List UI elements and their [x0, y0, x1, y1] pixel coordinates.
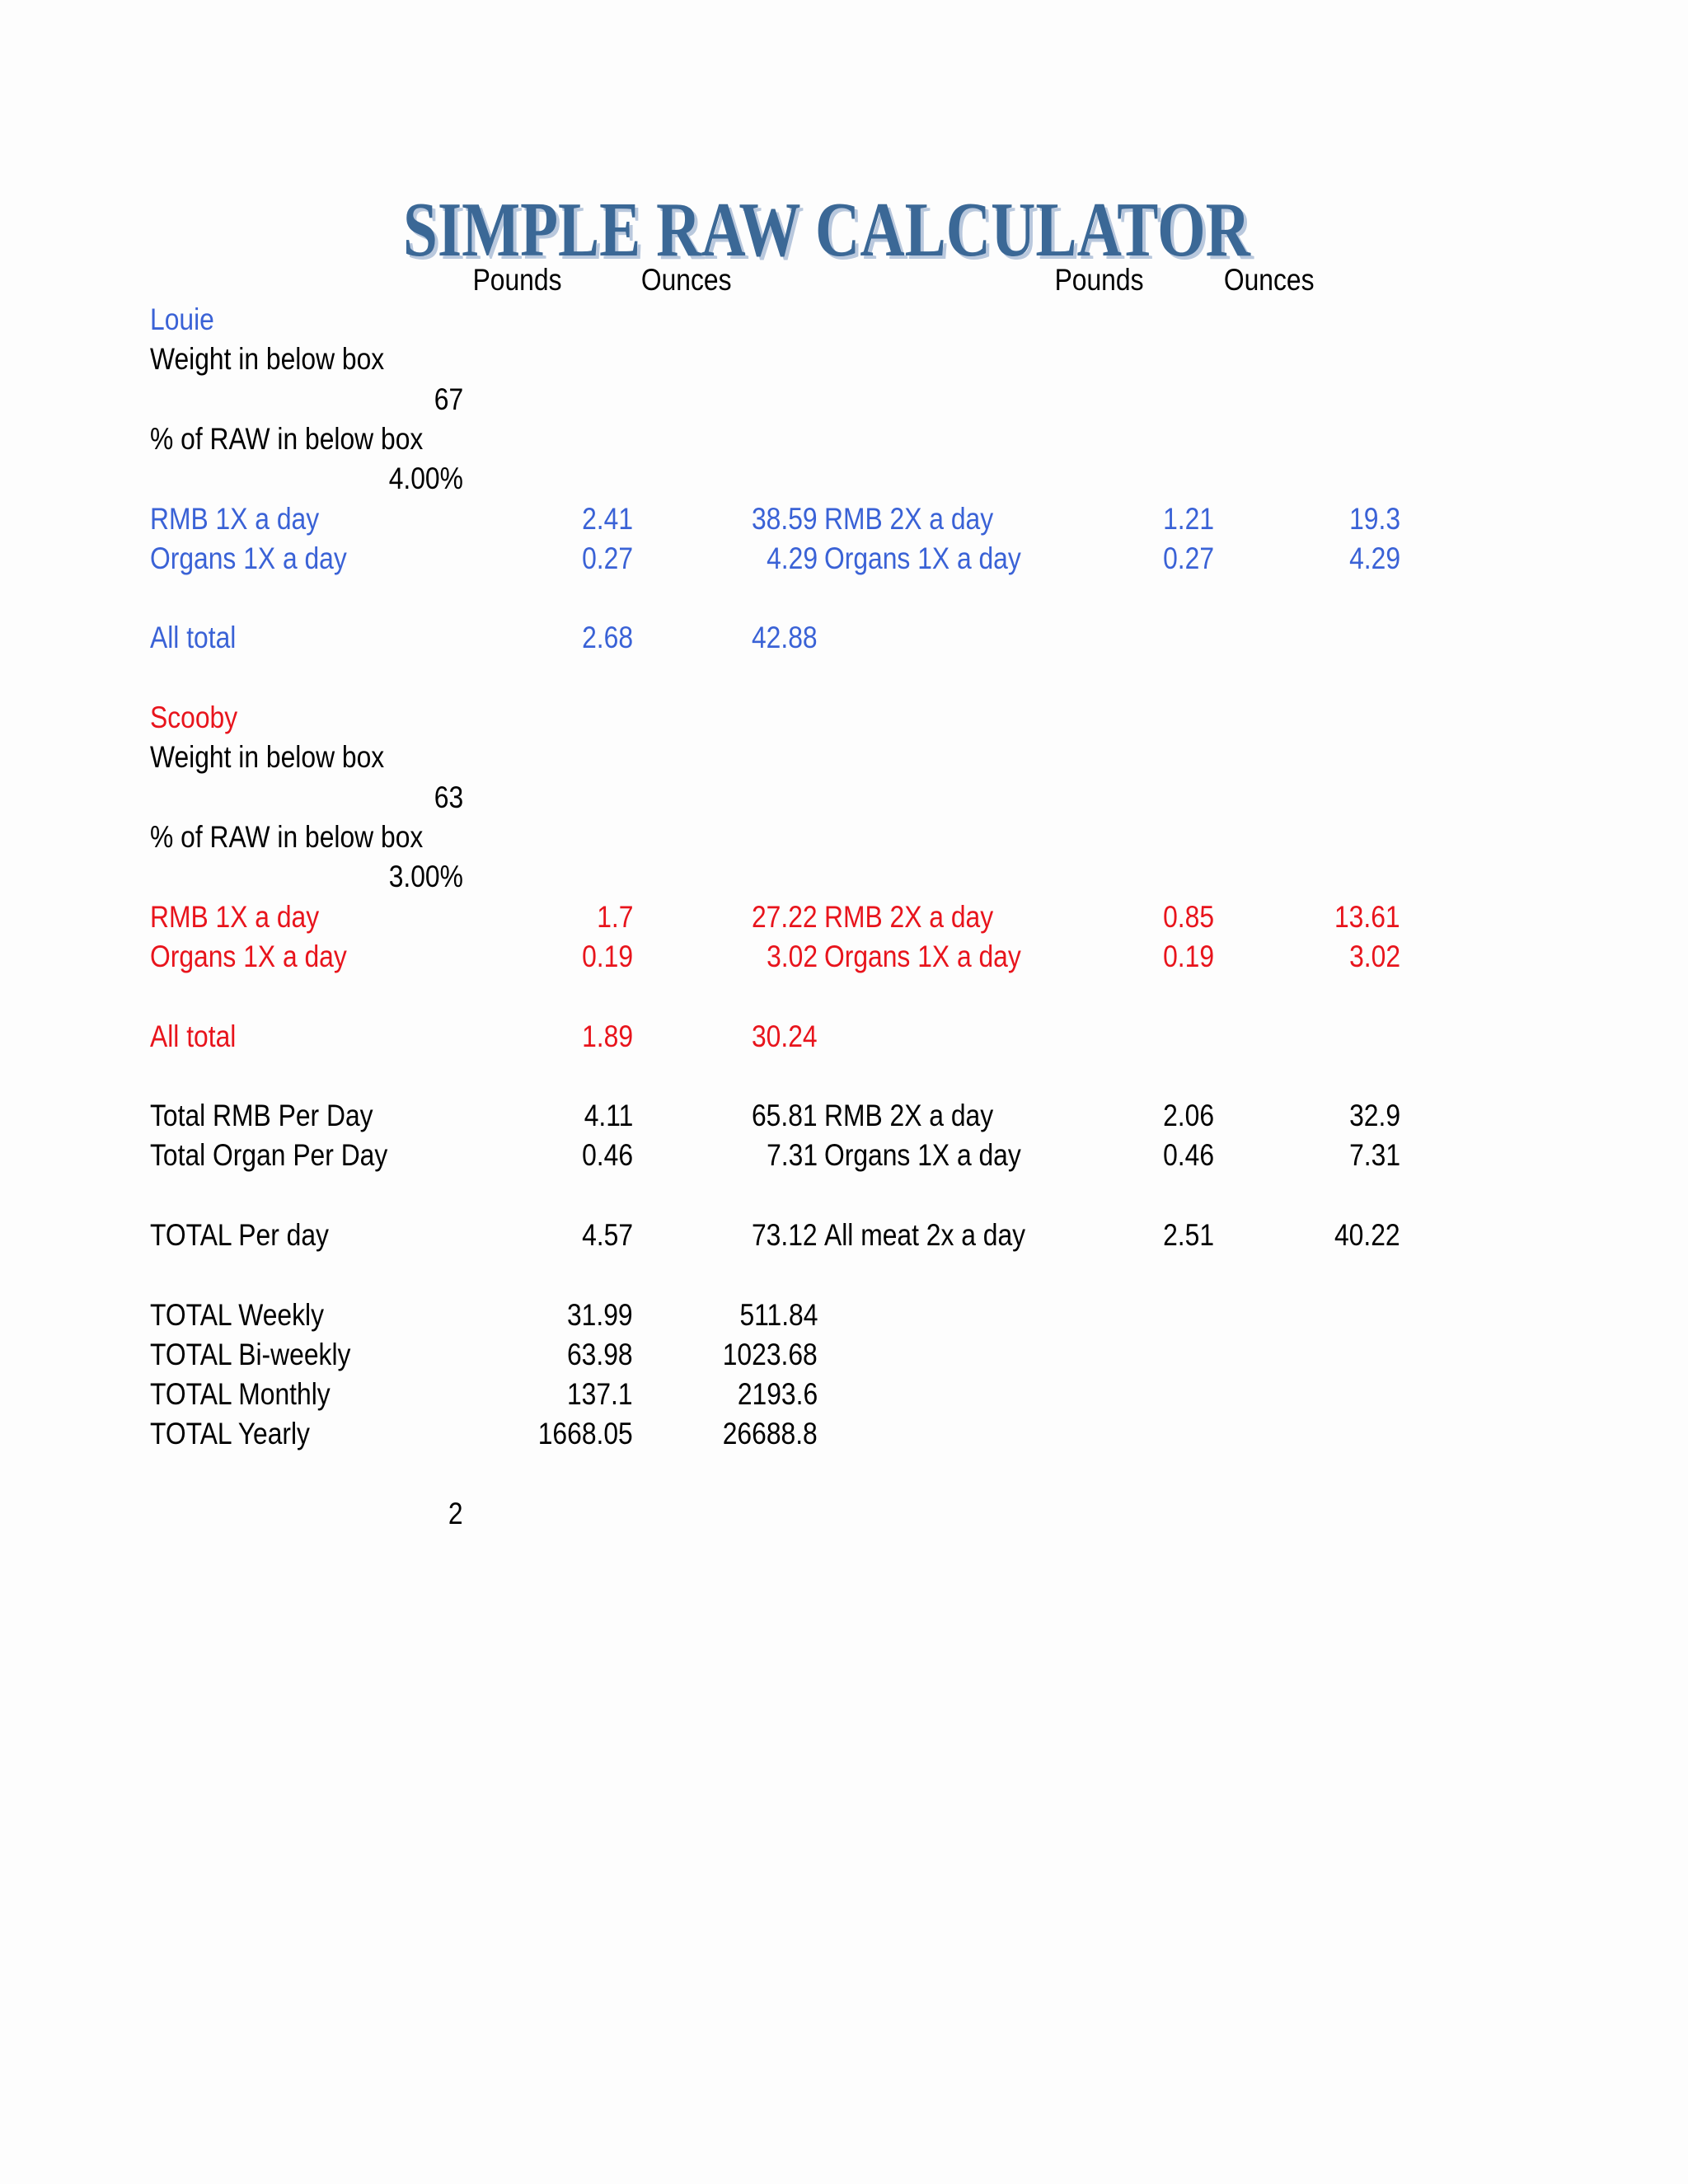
total-per-day-oz: 73.12	[752, 1218, 818, 1252]
louie-organs-oz: 4.29	[767, 541, 818, 575]
scooby-organs-lb: 0.19	[582, 940, 633, 973]
louie-rmb2-oz: 19.3	[1349, 502, 1400, 536]
total-monthly-lb: 137.1	[567, 1377, 633, 1411]
scooby-rmb2-oz: 13.61	[1334, 900, 1400, 934]
louie-total-label: All total	[150, 621, 237, 654]
total-monthly-oz: 2193.6	[737, 1377, 818, 1411]
page-title: SIMPLE RAW CALCULATOR	[403, 187, 1250, 273]
total-organ-oz: 7.31	[767, 1138, 818, 1172]
total-organ-lb: 0.46	[582, 1138, 633, 1172]
header-ounces-1: Ounces	[641, 263, 732, 297]
louie-rmb-label: RMB 1X a day	[150, 502, 320, 536]
scooby-total-label: All total	[150, 1019, 237, 1053]
total-organ2-lb: 0.46	[1163, 1138, 1214, 1172]
scooby-organs2-oz: 3.02	[1349, 940, 1400, 973]
louie-organs2-oz: 4.29	[1349, 541, 1400, 575]
total-yearly-label: TOTAL Yearly	[150, 1417, 310, 1451]
total-rmb2-oz: 32.9	[1349, 1099, 1400, 1132]
total-biweekly-oz: 1023.68	[722, 1338, 818, 1371]
scooby-pct-input[interactable]: 3.00%	[388, 860, 463, 893]
scooby-organs2-label: Organs 1X a day	[824, 940, 1021, 973]
louie-weight-input[interactable]: 67	[434, 382, 463, 416]
scooby-name: Scooby	[150, 701, 238, 734]
total-organ2-label: Organs 1X a day	[824, 1138, 1021, 1172]
louie-total-oz: 42.88	[752, 621, 818, 654]
scooby-total-oz: 30.24	[752, 1019, 818, 1053]
louie-organs-lb: 0.27	[582, 541, 633, 575]
louie-organs-label: Organs 1X a day	[150, 541, 347, 575]
scooby-rmb-oz: 27.22	[752, 900, 818, 934]
total-yearly-oz: 26688.8	[722, 1417, 818, 1451]
total-yearly-lb: 1668.05	[537, 1417, 633, 1451]
louie-organs2-label: Organs 1X a day	[824, 541, 1021, 575]
scooby-pct-label: % of RAW in below box	[150, 820, 424, 854]
header-ounces-2: Ounces	[1224, 263, 1315, 297]
scooby-rmb-lb: 1.7	[596, 900, 633, 934]
louie-pct-input[interactable]: 4.00%	[388, 462, 463, 495]
scooby-organs-oz: 3.02	[767, 940, 818, 973]
louie-total-lb: 2.68	[582, 621, 633, 654]
total-weekly-oz: 511.84	[739, 1298, 818, 1332]
louie-name: Louie	[150, 302, 214, 336]
header-pounds-1: Pounds	[472, 263, 561, 297]
total-per-day2-oz: 40.22	[1334, 1218, 1400, 1252]
total-organ-label: Total Organ Per Day	[150, 1138, 388, 1172]
total-per-day2-lb: 2.51	[1163, 1218, 1214, 1252]
scooby-rmb-label: RMB 1X a day	[150, 900, 320, 934]
scooby-weight-input[interactable]: 63	[434, 780, 463, 814]
scooby-total-lb: 1.89	[582, 1019, 633, 1053]
total-biweekly-lb: 63.98	[567, 1338, 633, 1371]
total-rmb-oz: 65.81	[752, 1099, 818, 1132]
total-rmb-lb: 4.11	[584, 1099, 633, 1132]
header-pounds-2: Pounds	[1054, 263, 1143, 297]
total-rmb2-lb: 2.06	[1163, 1099, 1214, 1132]
footer-value: 2	[448, 1497, 463, 1530]
louie-weight-label: Weight in below box	[150, 342, 385, 376]
total-rmb2-label: RMB 2X a day	[824, 1099, 994, 1132]
total-organ2-oz: 7.31	[1349, 1138, 1400, 1172]
scooby-organs-label: Organs 1X a day	[150, 940, 347, 973]
louie-rmb2-lb: 1.21	[1163, 502, 1214, 536]
total-monthly-label: TOTAL Monthly	[150, 1377, 331, 1411]
scooby-rmb2-label: RMB 2X a day	[824, 900, 994, 934]
louie-rmb-lb: 2.41	[582, 502, 633, 536]
louie-organs2-lb: 0.27	[1163, 541, 1214, 575]
scooby-rmb2-lb: 0.85	[1163, 900, 1214, 934]
total-per-day-lb: 4.57	[582, 1218, 633, 1252]
louie-rmb-oz: 38.59	[752, 502, 818, 536]
total-per-day2-label: All meat 2x a day	[824, 1218, 1026, 1252]
total-rmb-label: Total RMB Per Day	[150, 1099, 373, 1132]
total-per-day-label: TOTAL Per day	[150, 1218, 329, 1252]
louie-pct-label: % of RAW in below box	[150, 422, 424, 456]
total-weekly-label: TOTAL Weekly	[150, 1298, 325, 1332]
louie-rmb2-label: RMB 2X a day	[824, 502, 994, 536]
scooby-weight-label: Weight in below box	[150, 740, 385, 774]
scooby-organs2-lb: 0.19	[1163, 940, 1214, 973]
total-biweekly-label: TOTAL Bi-weekly	[150, 1338, 351, 1371]
total-weekly-lb: 31.99	[567, 1298, 633, 1332]
